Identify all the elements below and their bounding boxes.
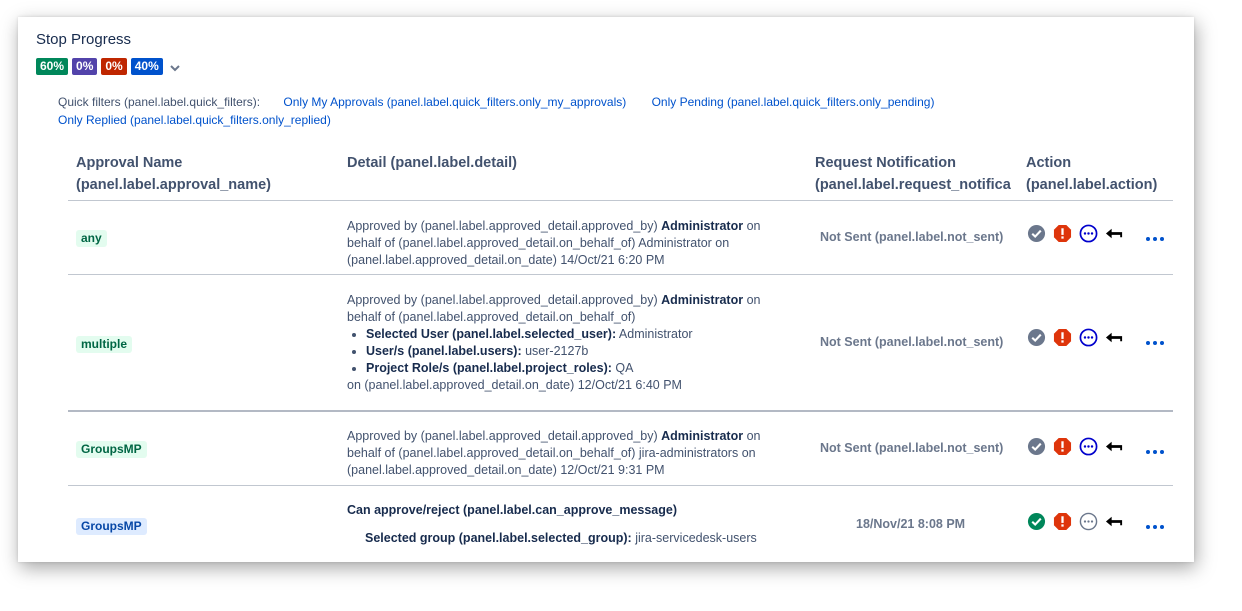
approver-name: Administrator [661, 219, 744, 233]
row-actions [1027, 512, 1165, 531]
filter-only-my-approvals[interactable]: Only My Approvals (panel.label.quick_filters.only_my_approvals) [283, 95, 627, 109]
approved-date-text: (panel.label.approved_detail.on_date) 14/Oct/21 6:20 PM [347, 253, 665, 267]
error-octagon-icon[interactable] [1053, 512, 1072, 531]
criteria-label: User/s (panel.label.users): [366, 344, 522, 358]
notification-status: Not Sent (panel.label.not_sent) [820, 230, 1004, 244]
approval-name-tag: GroupsMP [76, 518, 147, 535]
panel-title: Stop Progress [36, 31, 132, 48]
header-approval-name-line1: Approval Name [76, 155, 183, 171]
on-word: on [746, 219, 761, 233]
more-dots-icon[interactable] [1145, 334, 1165, 342]
header-detail [347, 152, 517, 174]
list-item [366, 343, 797, 360]
row-actions [1027, 328, 1165, 347]
criteria-label: Selected User (panel.label.selected_user): [366, 327, 617, 341]
approved-date-text: on (panel.label.approved_detail.on_date) 12/Oct/21 6:40 PM [347, 378, 682, 392]
more-dots-icon[interactable] [1145, 443, 1165, 451]
progress-badges [36, 58, 181, 75]
row-divider [68, 485, 1173, 486]
row-detail [347, 428, 797, 479]
ellipsis-circle-icon[interactable] [1079, 437, 1098, 456]
list-item [366, 326, 797, 343]
approved-by-text: Approved by (panel.label.approved_detail.approved_by) [347, 219, 658, 233]
criteria-label: Project Role/s (panel.label.project_roles): [366, 361, 612, 375]
approver-name: Administrator [661, 429, 744, 443]
notification-status: Not Sent (panel.label.not_sent) [820, 335, 1004, 349]
quick-filters-label: Quick filters (panel.label.quick_filters): [58, 95, 261, 109]
criteria-value: user-2127b [525, 344, 589, 358]
approved-by-text: Approved by (panel.label.approved_detail.approved_by) [347, 293, 658, 307]
notification-status: Not Sent (panel.label.not_sent) [820, 441, 1004, 455]
approved-by-text: Approved by (panel.label.approved_detail.approved_by) [347, 429, 658, 443]
arrow-left-icon[interactable] [1105, 328, 1124, 347]
ellipsis-circle-icon[interactable] [1079, 512, 1098, 531]
ellipsis-circle-icon[interactable] [1079, 328, 1098, 347]
chevron-down-icon[interactable] [169, 61, 181, 73]
arrow-left-icon[interactable] [1105, 437, 1124, 456]
arrow-left-icon[interactable] [1105, 512, 1124, 531]
row-detail [347, 218, 797, 269]
header-action-line2: (panel.label.action) [1026, 177, 1158, 193]
pending-percent-badge: 0% [72, 58, 97, 75]
approval-panel [18, 17, 1194, 562]
check-circle-icon[interactable] [1027, 328, 1046, 347]
row-divider [68, 274, 1173, 275]
row-actions [1027, 437, 1165, 456]
header-action [1026, 152, 1157, 196]
ellipsis-circle-icon[interactable] [1079, 224, 1098, 243]
filter-only-pending[interactable]: Only Pending (panel.label.quick_filters.only_pending) [651, 95, 935, 109]
criteria-value: Administrator [618, 327, 693, 341]
row-detail [347, 292, 797, 394]
selected-group-value: jira-servicedesk-users [635, 531, 757, 545]
header-request-notification [815, 152, 1021, 196]
remaining-percent-badge: 40% [131, 58, 163, 75]
rejected-percent-badge: 0% [101, 58, 126, 75]
list-item [366, 360, 797, 377]
row-actions [1027, 224, 1165, 243]
notification-date: 18/Nov/21 8:08 PM [856, 517, 966, 531]
behalf-of-text: behalf of (panel.label.approved_detail.on_behalf_of) jira-administrators on [347, 446, 756, 460]
behalf-of-text: behalf of (panel.label.approved_detail.on_behalf_of) Administrator on [347, 236, 730, 250]
row-divider [68, 410, 1173, 412]
approval-name-tag: GroupsMP [76, 441, 147, 458]
on-word: on [746, 293, 761, 307]
can-approve-text: Can approve/reject (panel.label.can_approve_message) [347, 503, 677, 517]
criteria-value: QA [615, 361, 634, 375]
approved-percent-badge: 60% [36, 58, 68, 75]
header-divider [68, 200, 1173, 201]
error-octagon-icon[interactable] [1053, 437, 1072, 456]
approver-name: Administrator [661, 293, 744, 307]
check-circle-icon[interactable] [1027, 437, 1046, 456]
approval-name-tag: any [76, 230, 107, 247]
check-circle-icon[interactable] [1027, 512, 1046, 531]
approved-date-text: (panel.label.approved_detail.on_date) 12/Oct/21 9:31 PM [347, 463, 665, 477]
quick-filters [58, 93, 1058, 129]
arrow-left-icon[interactable] [1105, 224, 1124, 243]
selected-group [365, 531, 757, 545]
selected-group-label: Selected group (panel.label.selected_group): [365, 531, 632, 545]
behalf-of-text: behalf of (panel.label.approved_detail.on_behalf_of) [347, 310, 636, 324]
on-word: on [746, 429, 761, 443]
more-dots-icon[interactable] [1145, 230, 1165, 238]
error-octagon-icon[interactable] [1053, 224, 1072, 243]
header-detail-line1: Detail (panel.label.detail) [347, 155, 518, 171]
header-approval-name-line2: (panel.label.approval_name) [76, 177, 272, 193]
header-approval-name [76, 152, 271, 196]
header-request-notification-line1: Request Notification [815, 155, 956, 171]
filter-only-replied[interactable]: Only Replied (panel.label.quick_filters.only_replied) [58, 113, 331, 127]
header-request-notification-line2: (panel.label.request_notifica [815, 177, 1011, 193]
error-octagon-icon[interactable] [1053, 328, 1072, 347]
approval-name-tag: multiple [76, 336, 132, 353]
header-action-line1: Action [1026, 155, 1072, 171]
approver-criteria-list [347, 326, 797, 377]
check-circle-icon[interactable] [1027, 224, 1046, 243]
can-approve-message [347, 503, 677, 517]
more-dots-icon[interactable] [1145, 518, 1165, 526]
